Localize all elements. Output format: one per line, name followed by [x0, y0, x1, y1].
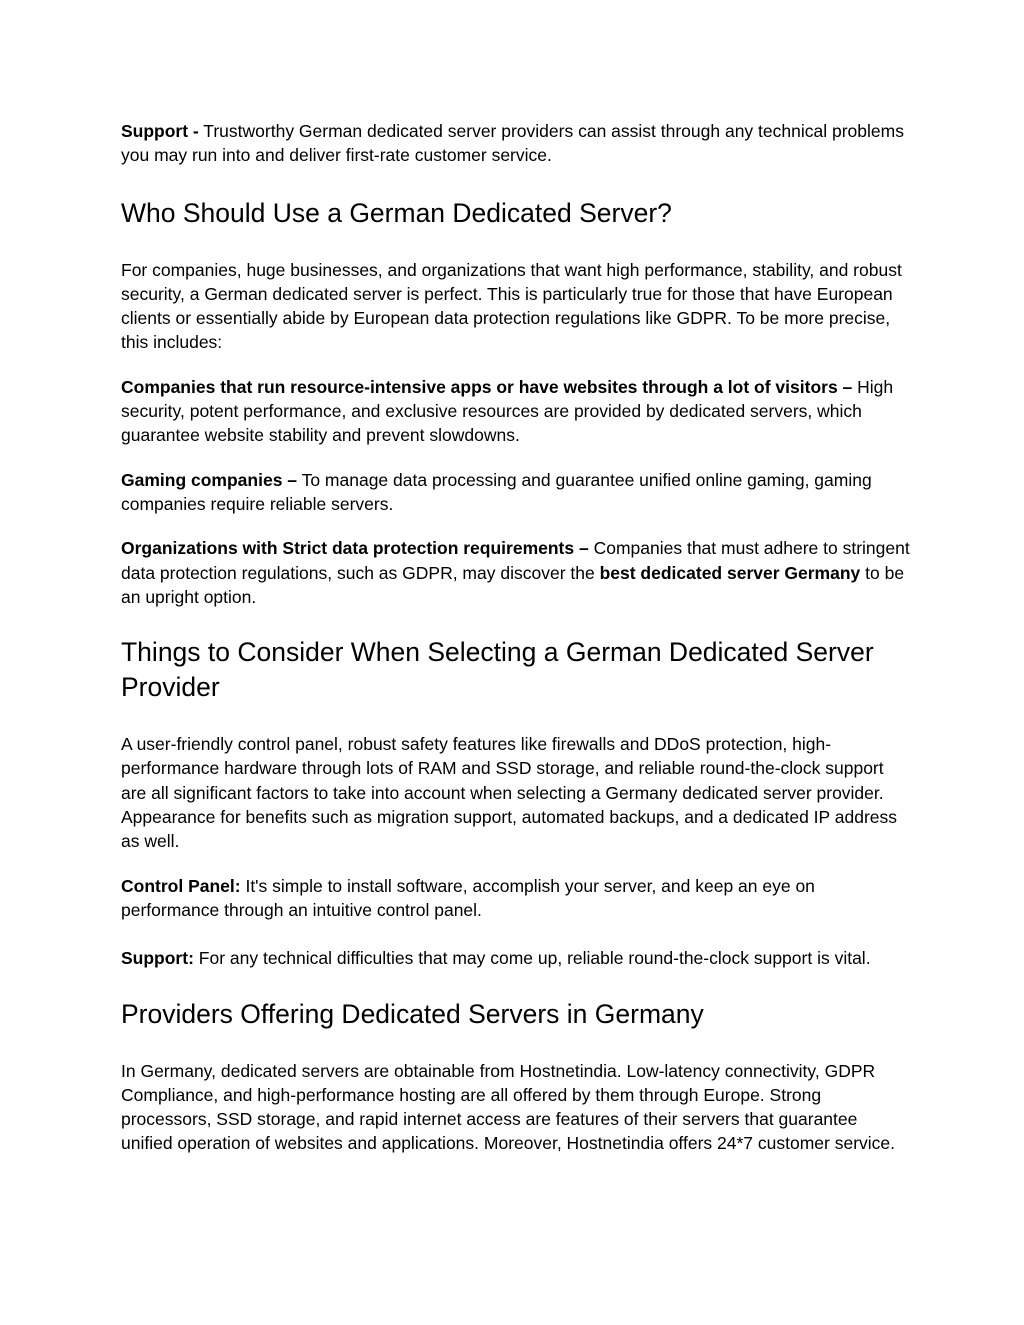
section1-item-gaming: [121, 468, 911, 517]
support-intro-text: Trustworthy German dedicated server providers can assist through any technical problems you may run into and deliver first-rate customer service.: [121, 121, 904, 166]
section1-item3-bold: best dedicated server Germany: [599, 562, 861, 583]
section1-item2-label: Gaming companies –: [121, 469, 298, 490]
section2-heading: Things to Consider When Selecting a German Dedicated Server Provider: [121, 637, 874, 703]
section2-intro: A user-friendly control panel, robust safety features like firewalls and DDoS protection, high-performance hardware through lots of RAM and SSD storage, and reliable round-the-clock support are all significant factors to take into account when selecting a Germany dedicated server provider. Appearance for benefits such as migration support, automated backups, and a dedicated IP address as well.: [121, 734, 897, 852]
section1-item2-text: To manage data processing and guarantee unified online gaming, gaming companies require reliable servers.: [121, 469, 872, 514]
section1-heading: Who Should Use a German Dedicated Server?: [121, 197, 672, 228]
section1-item-heavy-traffic: [121, 375, 911, 448]
document-page: [121, 119, 911, 1156]
section3-body: In Germany, dedicated servers are obtainable from Hostnetindia. Low-latency connectivity, GDPR Compliance, and high-performance hosting are all offered by them through Europe. Strong processors, SSD storage, and rapid internet access are features of their servers that guarantee unified operation of websites and applications. Moreover, Hostnetindia offers 24*7 customer service.: [121, 1060, 895, 1154]
section2-item-support: [121, 946, 911, 970]
section3-heading: Providers Offering Dedicated Servers in Germany: [121, 998, 704, 1029]
section1-item3-label: Organizations with Strict data protection requirements –: [121, 538, 589, 559]
section2-item2-label: Support:: [121, 948, 194, 969]
section1-item1-text: High security, potent performance, and exclusive resources are provided by dedicated servers, which guarantee website stability and prevent slowdowns.: [121, 376, 894, 446]
section2-item1-text: It's simple to install software, accomplish your server, and keep an eye on performance through an intuitive control panel.: [121, 875, 815, 920]
support-intro-label: Support -: [121, 121, 199, 141]
section1-item-data-protection: [121, 536, 911, 609]
section2-item-control-panel: [121, 874, 911, 923]
support-intro-paragraph: [121, 119, 911, 168]
section2-item1-label: Control Panel:: [121, 875, 241, 896]
section1-item3-text-before: Companies that must adhere to stringent data protection regulations, such as GDPR, may discover the: [121, 538, 910, 583]
section2-item2-text: For any technical difficulties that may come up, reliable round-the-clock support is vital.: [193, 948, 871, 969]
section1-item3-text-after: to be an upright option.: [121, 562, 905, 607]
section1-item1-label: Companies that run resource-intensive apps or have websites through a lot of visitors –: [121, 376, 853, 397]
section1-intro: For companies, huge businesses, and organizations that want high performance, stability, and robust security, a German dedicated server is perfect. This is particularly true for those that have European clients or essentially abide by European data protection regulations like GDPR. To be more precise, this includes:: [121, 259, 902, 353]
